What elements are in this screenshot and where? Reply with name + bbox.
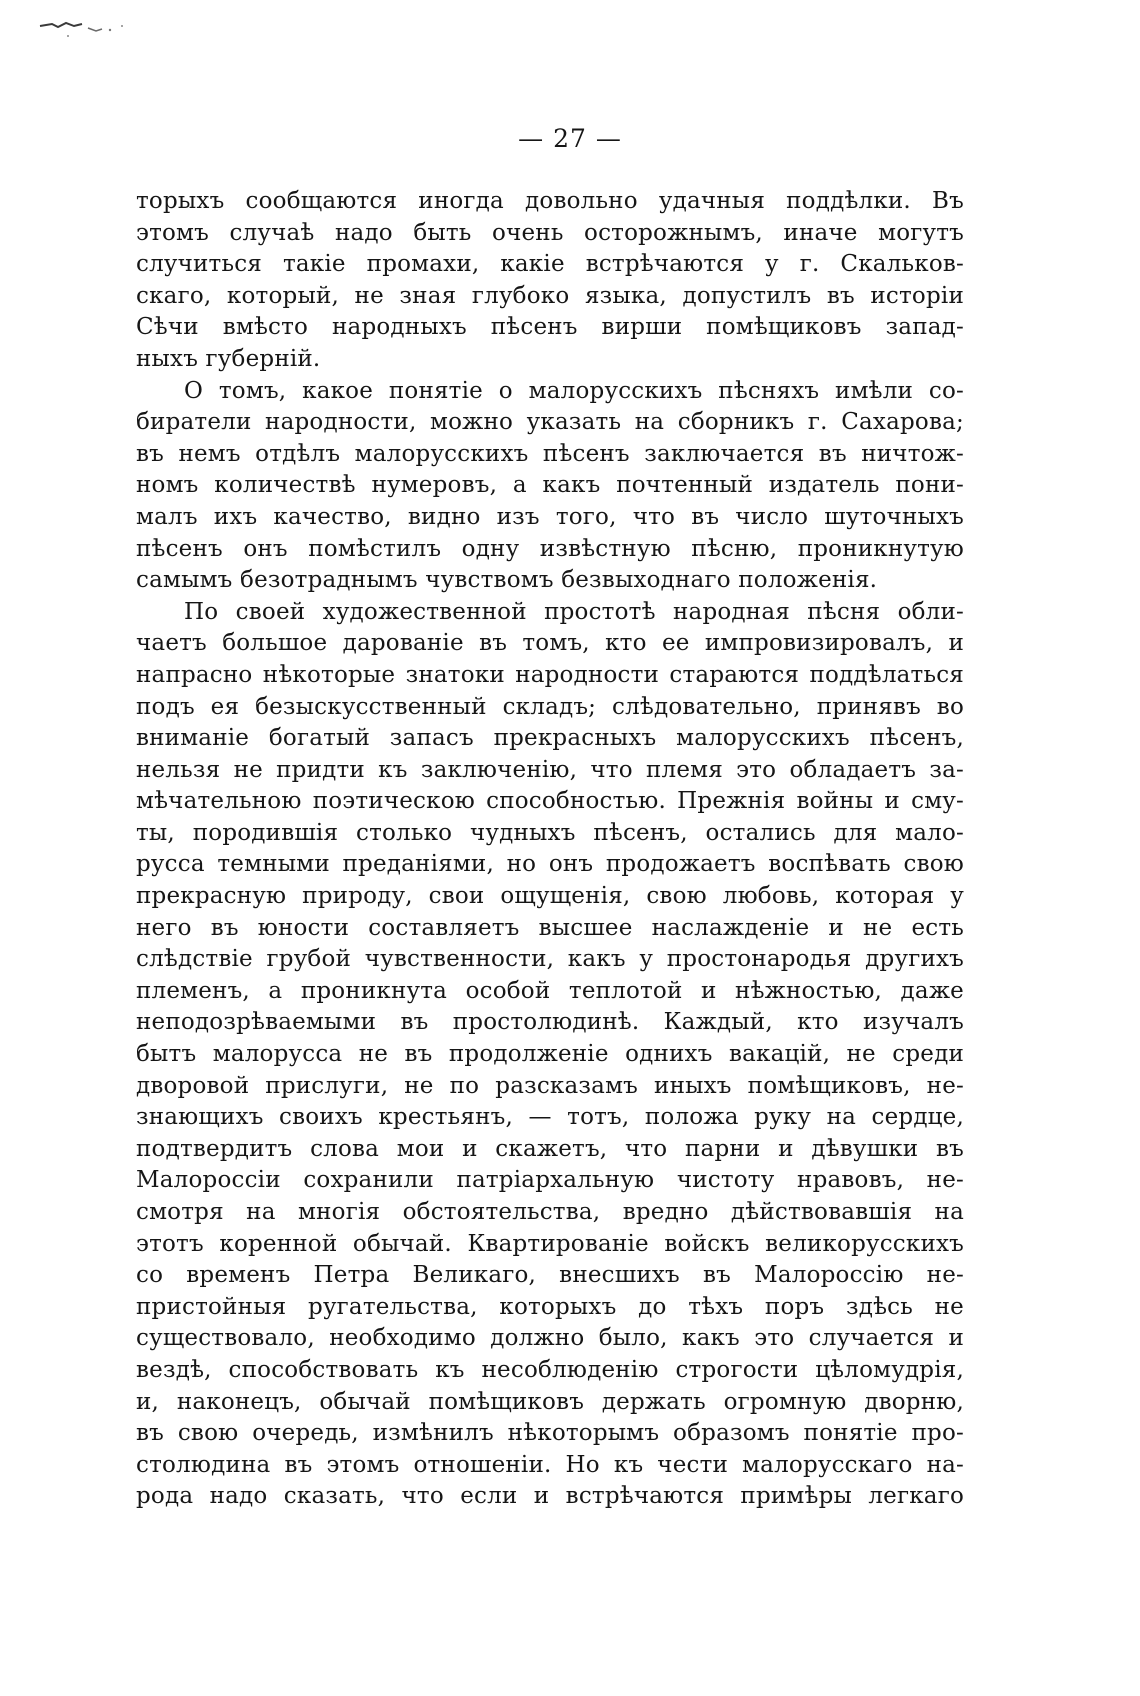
text-line: слѣдствіе грубой чувственности, какъ у простонародья другихъ [136, 946, 964, 973]
text-line: подтвердитъ слова мои и скажетъ, что парни и дѣвушки въ [136, 1135, 964, 1162]
text-line: смотря на многія обстоятельства, вредно дѣйствовавшія на [136, 1199, 964, 1225]
text-line: Сѣчи вмѣсто народныхъ пѣсенъ вирши помѣщиковъ запад- [136, 314, 964, 341]
text-line: подъ ея безыскусственный складъ; слѣдовательно, принявъ во [136, 693, 964, 720]
text-line: скаго, который, не зная глубоко языка, допустилъ въ исторіи [136, 282, 964, 309]
text-line: бытъ малорусса не въ продолженіе однихъ вакацій, не среди [136, 1041, 964, 1068]
text-line: вниманіе богатый запасъ прекрасныхъ малорусскихъ пѣсенъ, [136, 725, 964, 752]
text-line: племенъ, а проникнута особой теплотой и нѣжностью, даже [136, 977, 964, 1004]
text-line: самымъ безотраднымъ чувствомъ безвыходнаго положенія. [136, 567, 878, 594]
text-line: ты, породившія столько чудныхъ пѣсенъ, остались для мало- [136, 819, 964, 846]
paragraph-start-line: По своей художественной простотѣ народная пѣсня обли- [184, 598, 964, 625]
body-text [136, 186, 964, 1513]
text-line: пристойныя ругательства, которыхъ до тѣхъ поръ здѣсь не [136, 1293, 964, 1320]
text-line: знающихъ своихъ крестьянъ, — тотъ, положа руку на сердце, [136, 1104, 964, 1131]
text-line: столюдина въ этомъ отношеніи. Но къ чести малорусскаго на- [136, 1451, 964, 1478]
text-line: въ свою очередь, измѣнилъ нѣкоторымъ образомъ понятіе про- [136, 1420, 964, 1447]
page-number: — 27 — [518, 124, 622, 153]
text-line: русса темными преданіями, но онъ продожаетъ воспѣвать свою [136, 851, 964, 878]
corner-smudge-mark [38, 18, 128, 40]
text-line: торыхъ сообщаются иногда довольно удачныя поддѣлки. Въ [136, 188, 964, 214]
text-line: пѣсенъ онъ помѣстилъ одну извѣстную пѣсню, проникнутую [136, 535, 964, 562]
text-line: вездѣ, способствовать къ несоблюденію строгости цѣломудрія, [136, 1356, 964, 1383]
text-line: прекрасную природу, свои ощущенія, свою любовь, которая у [136, 883, 964, 910]
text-line: случиться такіе промахи, какіе встрѣчаются у г. Скальков- [136, 251, 964, 278]
text-line: него въ юности составляетъ высшее наслажденіе и не есть [136, 914, 964, 941]
text-line: малъ ихъ качество, видно изъ того, что въ число шуточныхъ [136, 503, 964, 530]
text-line: неподозрѣваемыми въ простолюдинѣ. Каждый, кто изучалъ [136, 1009, 964, 1036]
text-line: Малороссіи сохранили патріархальную чистоту нравовъ, не- [136, 1167, 964, 1194]
text-line: въ немъ отдѣлъ малорусскихъ пѣсенъ заключается въ ничтож- [136, 440, 964, 467]
text-line: дворовой прислуги, не по разсказамъ иныхъ помѣщиковъ, не- [136, 1072, 964, 1099]
text-line: нельзя не придти къ заключенію, что племя это обладаетъ за- [136, 756, 964, 783]
text-line: биратели народности, можно указать на сборникъ г. Сахарова; [136, 409, 964, 436]
text-line: номъ количествѣ нумеровъ, а какъ почтенный издатель пони- [136, 472, 964, 499]
text-line: ныхъ губерній. [136, 345, 321, 372]
text-line: чаетъ большое дарованіе въ томъ, кто ее импровизировалъ, и [136, 630, 964, 657]
text-line: со временъ Петра Великаго, внесшихъ въ Малороссію не- [136, 1262, 964, 1289]
text-line: этомъ случаѣ надо быть очень осторожнымъ, иначе могутъ [136, 219, 964, 246]
text-line: существовало, необходимо должно было, какъ это случается и [136, 1325, 964, 1352]
paragraph-start-line: О томъ, какое понятіе о малорусскихъ пѣсняхъ имѣли со- [184, 377, 964, 404]
text-line: мѣчательною поэтическою способностью. Прежнія войны и сму- [136, 788, 964, 815]
text-line: напрасно нѣкоторые знатоки народности стараются поддѣлаться [136, 661, 964, 688]
text-line: и, наконецъ, обычай помѣщиковъ держать огромную дворню, [136, 1388, 964, 1415]
text-line: этотъ коренной обычай. Квартированіе войскъ великорусскихъ [136, 1230, 964, 1257]
text-line: рода надо сказать, что если и встрѣчаются примѣры легкаго [136, 1483, 964, 1510]
